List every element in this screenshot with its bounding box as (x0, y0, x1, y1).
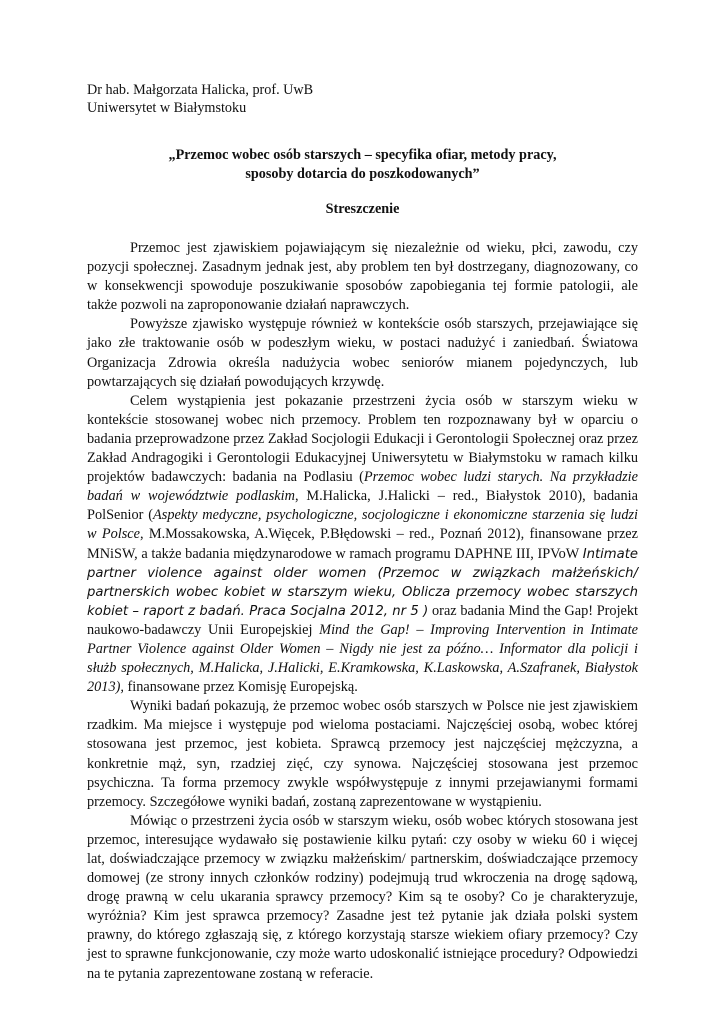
paragraph-3-text-2: , M.Halicka, J.Halicki – red., Białystok 2010), badania PolSenior ( (87, 488, 638, 524)
citation-title-polsenior: Aspekty medyczne, psychologiczne, socjologiczne i ekonomiczne starzenia się ludzi w Polsce (87, 507, 639, 543)
author-affiliation: Uniwersytet w Białymstoku (87, 99, 247, 116)
paragraph-5: Mówiąc o przestrzeni życia osób w starszym wieku, osób wobec których stosowana jest przemoc, interesujące wydawało się postawienie kilku pytań: czy osoby w wieku 60 i więcej lat, doświadczające przemocy w związku małżeńskim/ partnerskim, doświadczające przemocy domowej (ze strony innych członków rodziny) podejmują trud wkroczenia na drogę sądową, drogę prawną w celu ukarania sprawcy przemocy? Kim są te osoby? Co je charakteryzuje, wyróżnia? Kim jest sprawca przemocy? Zasadne jest też pytanie jak działa polski system prawny, do którego zgłaszają się, z którego korzystają starsze wiekiem ofiary przemocy? Czy jest to sprawne funkcjonowanie, czy może warto udoskonalić istniejące procedury? Odpowiedzi na te pytania zaprezentowane zostaną w referacie. (87, 812, 638, 982)
paragraph-4: Wyniki badań pokazują, że przemoc wobec osób starszych w Polsce nie jest zjawiskiem rzadkim. Ma miejsce i występuje pod wieloma postaciami. Najczęściej osobą, wobec której stosowana jest przemoc, jest kobieta. Sprawcą przemocy jest najczęściej mężczyzna, a konkretnie mąż, syn, rzadziej zięć, czy synowa. Najczęściej stosowana jest przemoc psychiczna. Ta forma przemocy zwykle współwystępuje z innymi przejawianymi formami przemocy. Szczegółowe wyniki badań, zostaną zaprezentowane w wystąpieniu. (87, 698, 638, 810)
paragraph-3 (87, 392, 638, 698)
title-line-1: „Przemoc wobec osób starszych – specyfika ofiar, metody pracy, (168, 147, 557, 163)
citation-title-mind-the-gap: Mind the Gap! – Improving Intervention in Intimate Partner Violence against Older Women – Nigdy nie jest za późno… Informator dla policji i służb społecznych, M.Halicka, J.Halicki, E.Kramkowska, K.Laskowska, A.Szafranek, Białystok 2013), (87, 621, 638, 696)
abstract-heading: Streszczenie (325, 201, 400, 217)
title-line-2: sposoby dotarcia do poszkodowanych” (245, 166, 480, 182)
paragraph-2: Powyższe zjawisko występuje również w kontekście osób starszych, przejawiające się jako złe traktowanie osób w podeszłym wieku, w postaci nadużyć i zaniedbań. Światowa Organizacja Zdrowia określa nadużycia wobec seniorów mianem pojedynczych, lub powtarzających się działań powodujących krzywdę. (87, 316, 638, 390)
citation-title-podlasie: Przemoc wobec ludzi starych. Na przykładzie badań w województwie podlaskim (87, 469, 638, 505)
author-name: Dr hab. Małgorzata Halicka, prof. UwB (87, 82, 314, 98)
citation-title-ipvow: Intimate partner violence against older women (Przemoc w związkach małżeńskich/ partnerskich wobec kobiet w starszym wieku, Oblicza przemocy wobec starszych kobiet – raport z badań. Praca Socjalna 2012, nr 5 ) (87, 546, 638, 619)
paragraph-3-text-3: , M.Mossakowska, A.Więcek, P.Błędowski – red., Poznań 2012), finansowane przez MNiSW, a także badania międzynarodowe w ramach programu DAPHNE III, IPVoW (87, 526, 638, 562)
document-title (87, 146, 638, 184)
paragraph-3-text-1: Celem wystąpienia jest pokazanie przestrzeni życia osób w starszym wieku w kontekście stosowanej wobec nich przemocy. Problem ten rozpoznawany był w oparciu o badania przeprowadzone przez Zakład Socjologii Edukacji i Gerontologii Społecznej oraz przez Zakład Andragogiki i Gerontologii Edukacyjnej Uniwersytetu w Białymstoku w ramach kilku projektów badawczych: badania na Podlasiu ( (87, 392, 638, 486)
paragraph-3-text-4: oraz badania Mind the Gap! Projekt naukowo-badawczy Unii Europejskiej (87, 602, 639, 638)
paragraph-3-text-5: finansowane przez Komisję Europejską. (123, 679, 358, 696)
abstract-body (87, 239, 638, 984)
paragraph-1: Przemoc jest zjawiskiem pojawiającym się niezależnie od wieku, płci, zawodu, czy pozycji społecznej. Zasadnym jednak jest, aby problem ten był dostrzegany, diagnozowany, co w konsekwencji spowoduje poszukiwanie sposobów zapobiegania tej formie patologii, ale także pozwoli na zaproponowanie działań naprawczych. (87, 240, 638, 314)
document-content (87, 82, 638, 984)
